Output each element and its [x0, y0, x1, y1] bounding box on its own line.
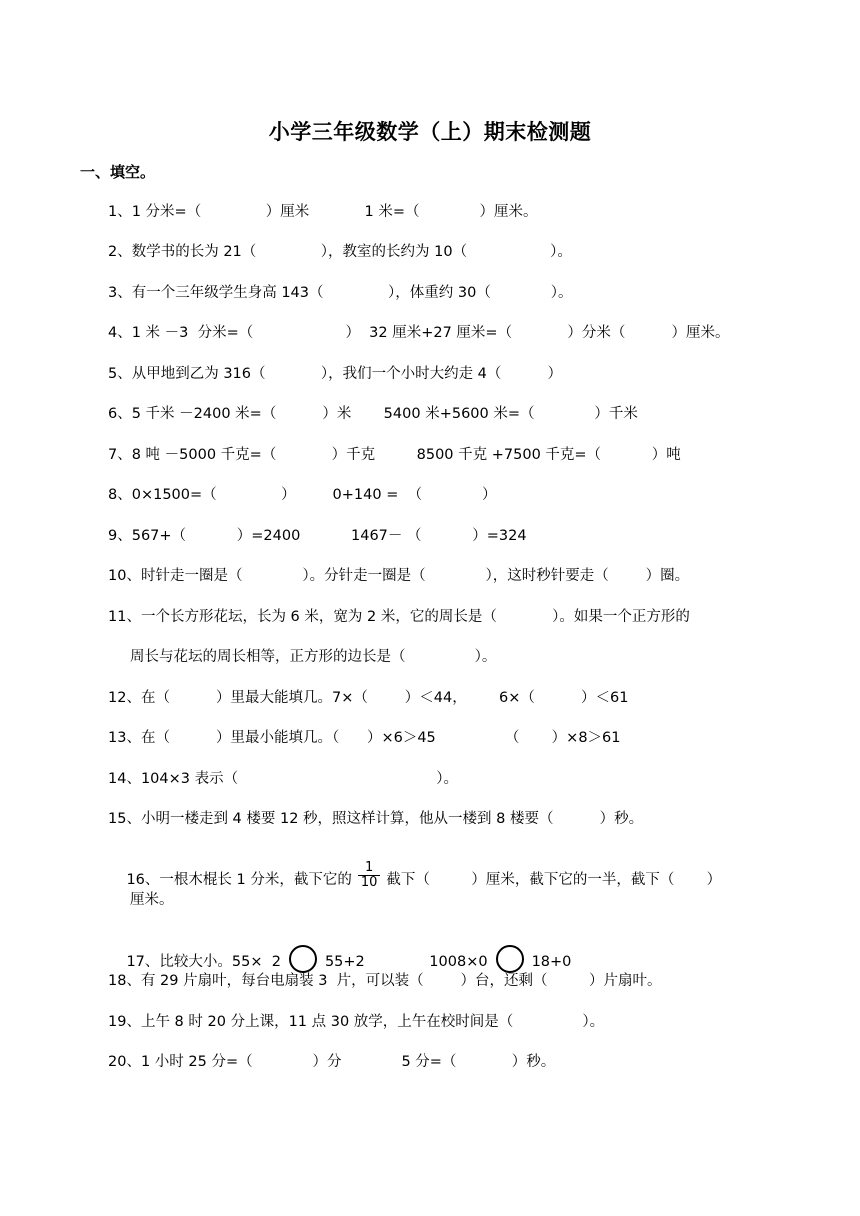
question-9: 9、567+（ ）=2400 1467－ （ ）=324: [108, 528, 527, 544]
question-12: 12、在（ ）里最大能填几。7×（ ）＜44， 6×（ ）＜61: [108, 690, 629, 706]
fraction-one-tenth: [358, 861, 381, 890]
question-13: 13、在（ ）里最小能填几。（ ）×6＞45 （ ）×8＞61: [108, 730, 621, 746]
question-1: 1、1 分米=（ ）厘米 1 米=（ ）厘米。: [108, 204, 538, 220]
question-19: 19、上午 8 时 20 分上课，11 点 30 放学，上午在校时间是（ ）。: [108, 1014, 605, 1030]
fraction-numerator: 1: [364, 859, 374, 875]
question-2: 2、数学书的长为 21（ ），教室的长约为 10（ ）。: [108, 244, 572, 260]
question-17-part-a: 17、比较大小。55× 2: [126, 954, 281, 970]
question-18: 18、有 29 片扇叶，每台电扇装 3 片，可以装（ ）台，还剩（ ）片扇叶。: [108, 973, 662, 989]
comparison-circle-2: [496, 945, 524, 973]
question-3: 3、有一个三年级学生身高 143（ ），体重约 30（ ）。: [108, 285, 573, 301]
comparison-circle-1: [289, 945, 317, 973]
question-10: 10、时针走一圈是（ ）。分针走一圈是（ ），这时秒针要走（ ）圈。: [108, 568, 690, 584]
question-17-part-c: 18+0: [531, 954, 572, 970]
question-5: 5、从甲地到乙为 316（ ），我们一个小时大约走 4（ ）: [108, 366, 562, 382]
question-16-start: 16、一根木棍长 1 分米，截下它的: [126, 872, 352, 888]
question-14: 14、104×3 表示（ ）。: [108, 771, 459, 787]
question-8: 8、0×1500=（ ） 0+140 = （ ）: [108, 487, 497, 503]
question-16: [108, 850, 721, 910]
question-6: 6、5 千米 －2400 米=（ ）米 5400 米+5600 米=（ ）千米: [108, 406, 638, 422]
question-4: 4、1 米 －3 分米=（ ） 32 厘米+27 厘米=（ ）分米（ ）厘米。: [108, 325, 730, 341]
question-16-end: 截下（ ）厘米，截下它的一半，截下（ ）: [386, 872, 722, 888]
question-15: 15、小明一楼走到 4 楼要 12 秒，照这样计算，他从一楼到 8 楼要（ ）秒。: [108, 811, 644, 827]
question-17-part-b: 55+2 1008×0: [324, 954, 488, 970]
question-20: 20、1 小时 25 分=（ ）分 5 分=（ ）秒。: [108, 1054, 556, 1070]
question-7: 7、8 吨 －5000 千克=（ ）千克 8500 千克 +7500 千克=（ ）吨: [108, 447, 681, 463]
page-title: 小学三年级数学（上）期末检测题: [268, 120, 592, 144]
question-11: 11、一个长方形花坛，长为 6 米，宽为 2 米，它的周长是（ ）。如果一个正方形的: [108, 609, 690, 625]
question-16-continued: 厘米。: [130, 892, 174, 908]
fraction-denominator: 10: [360, 874, 378, 890]
section-heading: 一、填空。: [80, 163, 156, 181]
question-11-continued: 周长与花坛的周长相等，正方形的边长是（ ）。: [130, 649, 497, 665]
